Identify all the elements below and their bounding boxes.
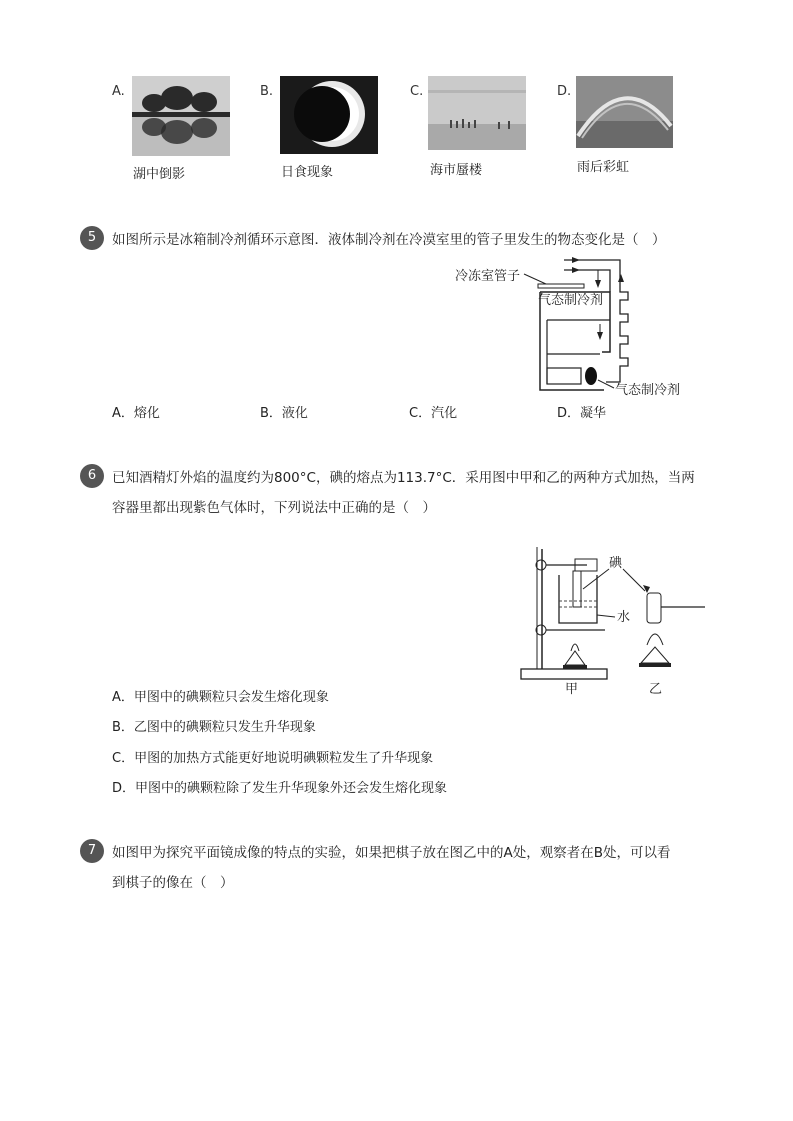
rainbow-photo[interactable] <box>576 76 673 148</box>
fridge-refrigerant-diagram <box>452 252 722 402</box>
q4-option-d-letter: D. <box>557 84 572 99</box>
q4-option-c-caption: 海市蜃楼 <box>430 163 483 178</box>
mirage-photo[interactable] <box>428 76 526 150</box>
question-number-badge: 6 <box>80 464 104 488</box>
q6-option-c[interactable]: C．甲图的加热方式能更好地说明碘颗粒发生了升华现象 <box>112 751 434 766</box>
water-label: 水 <box>617 610 631 625</box>
q6-option-d[interactable]: D．甲图中的碘颗粒除了发生升华现象外还会发生熔化现象 <box>112 781 448 796</box>
iodine-heating-diagram <box>515 545 715 700</box>
question-number-badge: 5 <box>80 226 104 250</box>
q6-option-b[interactable]: B．乙图中的碘颗粒只发生升华现象 <box>112 720 316 735</box>
iodine-label: 碘 <box>609 556 623 571</box>
q7-question-line2: 到棋子的像在（ ） <box>112 875 234 891</box>
q4-option-b-caption: 日食现象 <box>281 165 334 180</box>
gas-refrigerant-top-label: 气态制冷剂 <box>538 293 604 308</box>
figure-yi-label: 乙 <box>649 682 663 697</box>
lake-reflection-photo[interactable] <box>132 76 230 156</box>
q5-question-text: 如图所示是冰箱制冷剂循环示意图．液体制冷剂在冷漠室里的管子里发生的物态变化是（ ） <box>112 232 666 248</box>
q4-option-a-letter: A. <box>112 84 125 99</box>
q6-question-line2: 容器里都出现紫色气体时，下列说法中正确的是（ ） <box>112 500 436 516</box>
q7-question-line1: 如图甲为探究平面镜成像的特点的实验，如果把棋子放在图乙中的A处，观察者在B处，可以看 <box>112 845 671 861</box>
q6-question-line1: 已知酒精灯外焰的温度约为800°C，碘的熔点为113.7°C．采用图中甲和乙的两种方式加热，当两 <box>112 470 695 486</box>
q4-option-c-letter: C. <box>410 84 424 99</box>
q5-option-a[interactable]: A．熔化 <box>112 406 160 421</box>
q4-option-d-caption: 雨后彩虹 <box>577 160 630 175</box>
gas-refrigerant-bottom-label: 气态制冷剂 <box>615 383 681 398</box>
q5-option-d[interactable]: D．凝华 <box>557 406 607 421</box>
q5-option-b[interactable]: B．液化 <box>260 406 308 421</box>
frozen-pipe-label: 冷冻室管子 <box>455 269 521 284</box>
q5-option-c[interactable]: C．汽化 <box>409 406 458 421</box>
figure-jia-label: 甲 <box>565 682 579 697</box>
solar-eclipse-photo[interactable] <box>280 76 378 154</box>
question-number-badge: 7 <box>80 839 104 863</box>
q4-option-a-caption: 湖中倒影 <box>133 167 186 182</box>
q6-option-a[interactable]: A．甲图中的碘颗粒只会发生熔化现象 <box>112 690 329 705</box>
q4-option-b-letter: B. <box>260 84 274 99</box>
